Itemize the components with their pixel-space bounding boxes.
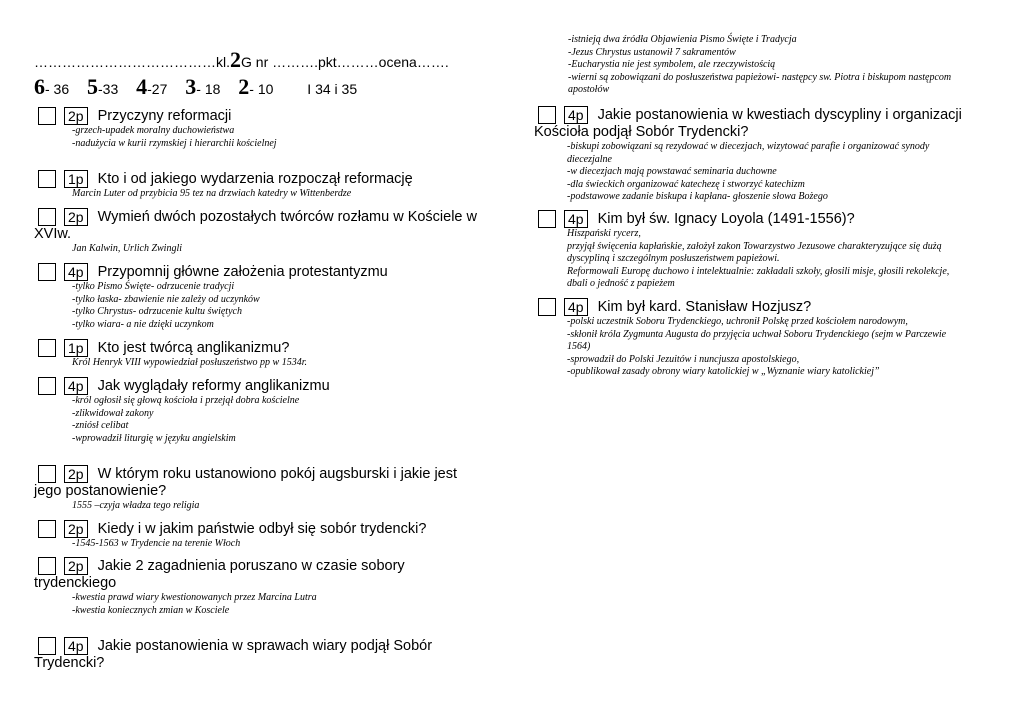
answer-text: -kwestia prawd wiary kwestionowanych przez Marcina Lutra -kwestia koniecznych zmian w Kosciele — [72, 592, 317, 616]
answer-text: 1555 –czyja władza tego religia — [72, 500, 200, 511]
header-prefix: …………………………………kl. — [34, 54, 230, 70]
answer-text: -biskupi zobowiązani są rezydować w diecezjach, wizytować parafie i organizować synody diecezjalne -w diecezjach mają powstawać seminaria duchowne -dla świeckich organizować katechezę i stworzyć katechizm -podstawowe zadanie biskupa i kapłana- głoszenie słowa Bożego — [567, 141, 930, 202]
question-text: Jakie postanowienia w kwestiach dyscypliny i organizacji — [597, 106, 962, 123]
points-badge: 2p — [64, 107, 88, 125]
grade-5: 5 — [87, 74, 99, 99]
question-block — [38, 377, 330, 445]
question-block — [38, 520, 426, 551]
grade-4-points: -27 — [147, 81, 168, 97]
grade-4: 4 — [136, 74, 148, 99]
question-block — [34, 557, 405, 617]
scale-note: I 34 i 35 — [307, 81, 358, 97]
grade-6-points: - 36 — [45, 81, 70, 97]
question-block — [34, 208, 477, 256]
answer-checkbox[interactable] — [538, 210, 556, 228]
answer-checkbox[interactable] — [38, 107, 56, 125]
answer-checkbox[interactable] — [38, 377, 56, 395]
question-text: Jakie postanowienia w sprawach wiary podjął Sobór — [97, 637, 433, 654]
question-text-cont: jego postanowienie? — [34, 483, 167, 499]
grade-5-points: -33 — [98, 81, 119, 97]
answer-text: Jan Kalwin, Urlich Zwingli — [72, 243, 183, 254]
question-text-cont: Trydencki? — [34, 655, 105, 671]
question-text: Jak wyglądały reformy anglikanizmu — [97, 377, 330, 394]
answer-checkbox[interactable] — [538, 298, 556, 316]
points-badge: 4p — [564, 106, 588, 124]
answer-checkbox[interactable] — [538, 106, 556, 124]
question-block — [534, 106, 962, 204]
answer-checkbox[interactable] — [38, 339, 56, 357]
student-header — [34, 47, 449, 73]
points-badge: 4p — [564, 210, 588, 228]
points-badge: 4p — [64, 637, 88, 655]
answer-text: Król Henryk VIII wypowiedział posłuszeństwo pp w 1534r. — [72, 357, 307, 368]
answer-text: Marcin Luter od przybicia 95 tez na drzwiach katedry w Wittenberdze — [72, 188, 352, 199]
answer-checkbox[interactable] — [38, 520, 56, 538]
question-text: Kto jest twórcą anglikanizmu? — [97, 339, 290, 356]
answer-text: -1545-1563 w Trydencie na terenie Włoch — [72, 538, 241, 549]
answer-checkbox[interactable] — [38, 263, 56, 281]
header-suffix: G nr ……….pkt………ocena……. — [241, 54, 449, 70]
grading-scale — [34, 74, 357, 100]
answer-text: -tylko Pismo Święte- odrzucenie tradycji -tylko łaska- zbawienie nie zależy od uczynków -tylko Chrystus- odrzucenie kultu świętych -tylko wiara- a nie dzięki uczynkom — [72, 281, 260, 330]
points-badge: 4p — [64, 263, 88, 281]
grade-2-points: - 10 — [249, 81, 274, 97]
question-text: Jakie 2 zagadnienia poruszano w czasie sobory — [97, 557, 405, 574]
question-block — [34, 465, 458, 513]
answer-checkbox[interactable] — [38, 637, 56, 655]
question-block — [38, 339, 307, 370]
answer-checkbox[interactable] — [38, 208, 56, 226]
answer-text: -król ogłosił się głową kościoła i przejął dobra kościelne -zlikwidował zakony -zniósł celibat -wprowadził liturgię w języku angielskim — [72, 395, 300, 444]
grade-2: 2 — [238, 74, 250, 99]
answer-checkbox[interactable] — [38, 465, 56, 483]
answer-text: -polski uczestnik Soboru Trydenckiego, uchronił Polskę przed kościołem narodowym, -skłonił króla Zygmunta Augusta do przyjęcia uchwał Soboru Trydenckiego (sejm w Parczewie 1564) -sprowadził do Polski Jezuitów i nuncjusza apostolskiego, -opublikował zasady obrony wiary katolickiej w „Wyznanie wiary katolickiej” — [567, 316, 947, 377]
answer-text: -istnieją dwa źródła Objawienia Pismo Święte i Tradycja -Jezus Chrystus ustanowił 7 sakramentów -Eucharystia nie jest symbolem, ale rzeczywistością -wierni są zobowiązani do posłuszeństwa papieżowi- następcy sw. Piotra i biskupom następcom apostołów — [568, 34, 952, 95]
question-text: Kim był kard. Stanisław Hozjusz? — [597, 298, 812, 315]
question-text: Przypomnij główne założenia protestantyzmu — [97, 263, 388, 280]
question-block — [34, 637, 433, 672]
grade-6: 6 — [34, 74, 45, 99]
question-text: Wymień dwóch pozostałych twórców rozłamu w Kościele w — [97, 208, 477, 225]
points-badge: 1p — [64, 339, 88, 357]
question-text: Przyczyny reformacji — [97, 107, 232, 124]
question-text-cont: trydenckiego — [34, 575, 117, 591]
points-badge: 2p — [64, 208, 88, 226]
question-text-cont: Kościoła podjął Sobór Trydencki? — [534, 124, 749, 140]
points-badge: 4p — [564, 298, 588, 316]
class-number: 2 — [230, 47, 241, 72]
question-text: W którym roku ustanowiono pokój augsburski i jakie jest — [97, 465, 458, 482]
points-badge: 2p — [64, 557, 88, 575]
question-text: Kiedy i w jakim państwie odbył się sobór trydencki? — [97, 520, 427, 537]
question-block — [38, 263, 388, 331]
answer-checkbox[interactable] — [38, 170, 56, 188]
answer-text: -grzech-upadek moralny duchowieństwa -nadużycia w kurii rzymskiej i hierarchii kościelnej — [72, 125, 277, 149]
question-block — [38, 107, 277, 150]
answer-checkbox[interactable] — [38, 557, 56, 575]
question-block — [38, 170, 413, 201]
points-badge: 2p — [64, 520, 88, 538]
grade-3-points: - 18 — [196, 81, 221, 97]
answer-continuation — [534, 34, 951, 97]
answer-text: Hiszpański rycerz, przyjął święcenia kapłańskie, założył zakon Towarzystwo Jezusowe charakteryzujące się dużą dyscypliną i szczególnym posłuszeństwem papieżowi. Reformowali Europę duchowo i intelektualnie: zakładali szkoły, głosili misje, głosili rekolekcje, dbali o jedność z papieżem — [567, 228, 950, 289]
points-badge: 2p — [64, 465, 88, 483]
question-text: Kto i od jakiego wydarzenia rozpoczął reformację — [97, 170, 413, 187]
question-block — [538, 210, 949, 291]
points-badge: 1p — [64, 170, 88, 188]
question-text: Kim był św. Ignacy Loyola (1491-1556)? — [597, 210, 855, 227]
grade-3: 3 — [185, 74, 197, 99]
points-badge: 4p — [64, 377, 88, 395]
question-block — [538, 298, 946, 379]
question-text-cont: XVIw. — [34, 226, 72, 242]
